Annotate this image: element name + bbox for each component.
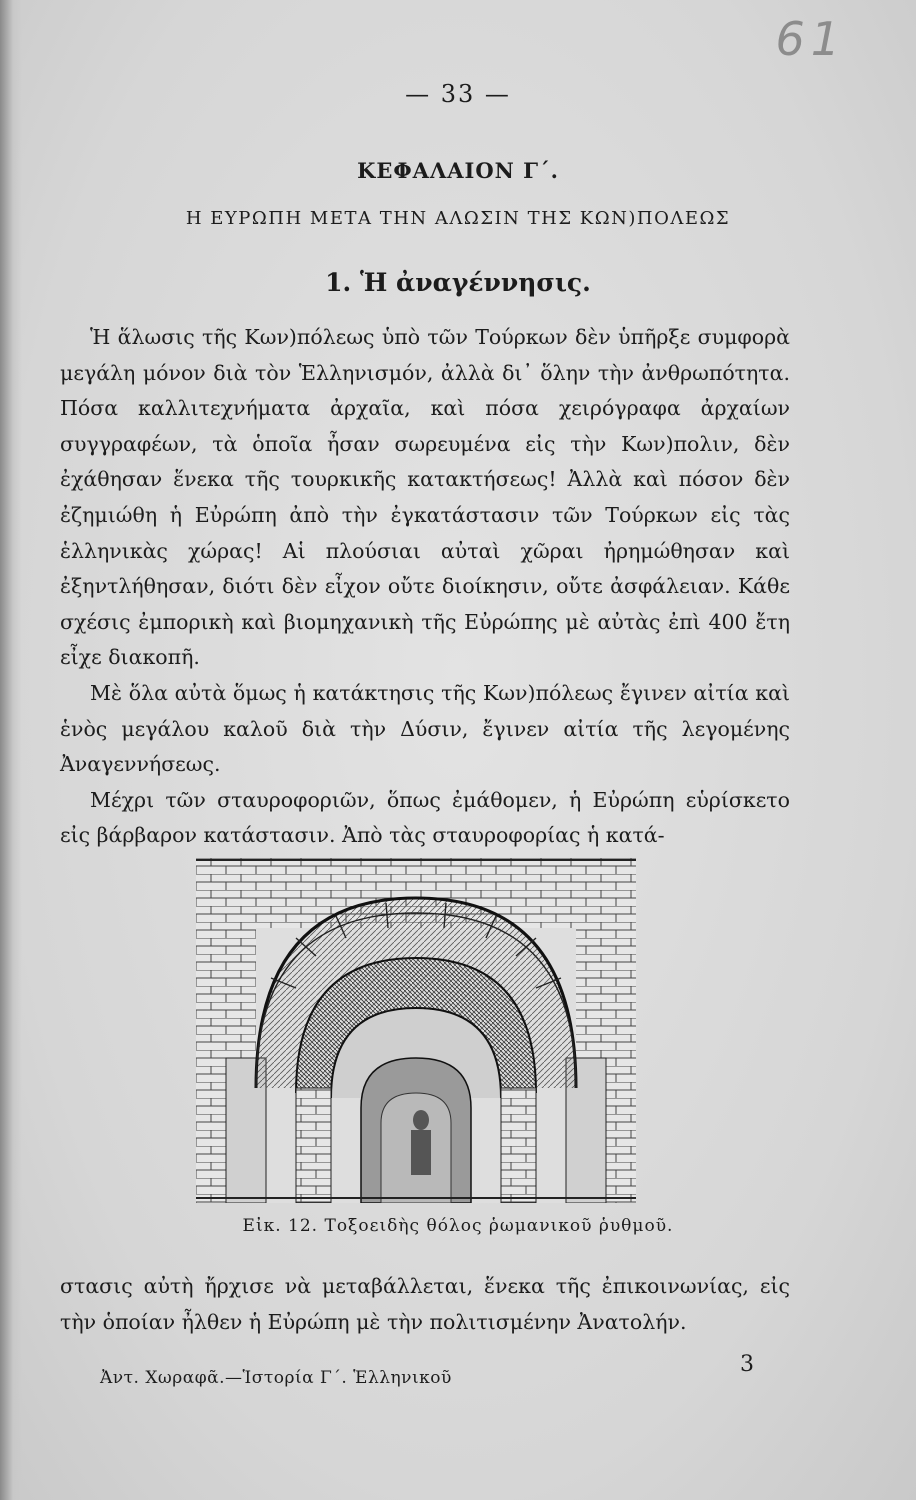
paragraph: Μέχρι τῶν σταυροφοριῶν, ὅπως ἐμάθομεν, ἡ Εὐρώπη εὑρίσκετο εἰς βάρβαρον κατάστασιν. Ἀπὸ τὰς σταυροφορίας ἡ κατά- [60, 787, 790, 848]
section-title: 1. Ἡ ἀναγέννησις. [325, 268, 591, 297]
figure-caption: Εἰκ. 12. Τοξοειδὴς θόλος ῥωμανικοῦ ῥυθμοῦ. [242, 1216, 674, 1236]
page-number: — 33 — [405, 80, 511, 108]
romanesque-vault-illustration [196, 858, 636, 1203]
paragraph: Ἡ ἅλωσις τῆς Κων)πόλεως ὑπὸ τῶν Τούρκων δὲν ὑπῆρξε συμφορὰ μεγάλη μόνον διὰ τὸν Ἑλληνισμόν, ἀλλὰ δι᾿ ὅλην τὴν ἀνθρωπότητα. Πόσα καλλιτεχνήματα ἀρχαῖα, καὶ πόσα χειρόγραφα ἀρχαίων συγγραφέων, τὰ ὁποῖα ἦσαν σωρευμένα εἰς τὴν Κων)πολιν, δὲν ἐχάθησαν ἕνεκα τῆς τουρκικῆς κατακτήσεως! Ἀλλὰ καὶ πόσον δὲν ἐζημιώθη ἡ Εὐρώπη ἀπὸ τὴν ἐγκατάστασιν τῶν Τούρκων εἰς τὰς ἑλληνικὰς χώρας! Αἱ πλούσιαι αὐταὶ χῶραι ἠρημώθησαν καὶ ἐξηντλήθησαν, διότι δὲν εἶχον οὔτε διοίκησιν, οὔτε ἀσφάλειαν. Κάθε σχέσις ἐμπορικὴ καὶ βιομηχανικὴ τῆς Εὐρώπης μὲ αὐτὰς ἐπὶ 400 ἔτη εἶχε διακοπῆ. [60, 325, 790, 670]
chapter-subtitle: Η ΕΥΡΩΠΗ ΜΕΤΑ ΤΗΝ ΑΛΩΣΙΝ ΤΗΣ ΚΩΝ)ΠΟΛΕΩΣ [185, 208, 731, 229]
signature-number: 3 [740, 1352, 754, 1377]
paragraph: στασις αὐτὴ ἤρχισε νὰ μεταβάλλεται, ἕνεκα τῆς ἐπικοινωνίας, εἰς τὴν ὁποίαν ἦλθεν ἡ Εὐρώπη μὲ τὴν πολιτισμένην Ἀνατολήν. [60, 1274, 790, 1334]
chapter-title: ΚΕΦΑΛΑΙΟΝ Γ΄. [357, 158, 559, 183]
handwritten-page-mark: 61 [775, 12, 846, 66]
signature-line: Ἀντ. Χωραφᾶ.—Ἱστορία Γ΄. Ἑλληνικοῦ [100, 1368, 452, 1388]
body-text-continued [60, 1268, 790, 1340]
paragraph: Μὲ ὅλα αὐτὰ ὅμως ἡ κατάκτησις τῆς Κων)πόλεως ἔγινεν αἰτία καὶ ἑνὸς μεγάλου καλοῦ διὰ τὴν Δύσιν, ἔγινεν αἰτία τῆς λεγομένης Ἀναγεννήσεως. [60, 680, 790, 777]
vault-engraving [196, 858, 636, 1203]
body-text [60, 320, 790, 854]
